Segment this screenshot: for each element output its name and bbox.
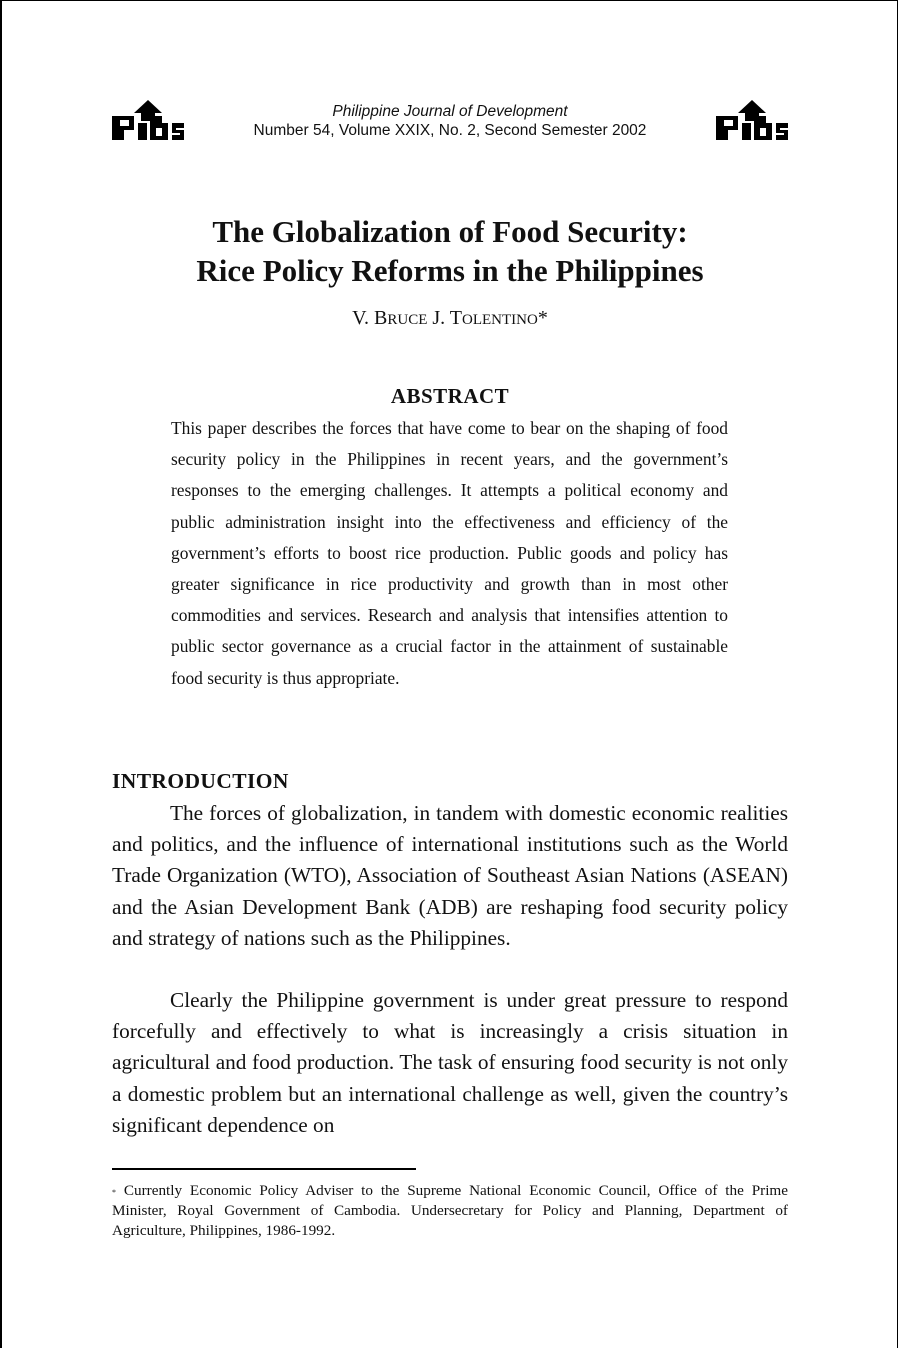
journal-header bbox=[0, 100, 900, 144]
journal-name: Philippine Journal of Development bbox=[332, 103, 568, 120]
abstract-heading: ABSTRACT bbox=[390, 384, 510, 408]
author-b-initial: B bbox=[374, 307, 388, 329]
paper-title bbox=[0, 212, 900, 290]
author-b-rest: RUCE bbox=[387, 312, 428, 328]
author-t-initial: T bbox=[449, 307, 463, 329]
footnote-mark: * bbox=[112, 1188, 116, 1197]
journal-issue: Number 54, Volume XXIX, No. 2, Second Semester 2002 bbox=[253, 122, 647, 139]
author-footnote-mark: * bbox=[537, 307, 548, 329]
journal-info bbox=[200, 102, 700, 140]
title-line-2: Rice Policy Reforms in the Philippines bbox=[196, 253, 704, 288]
author-name bbox=[0, 305, 900, 333]
pids-logo-right bbox=[714, 100, 790, 142]
pids-logo-left bbox=[110, 100, 186, 142]
title-line-1: The Globalization of Food Security: bbox=[212, 214, 688, 249]
logo-text: pids bbox=[110, 100, 112, 101]
author-first: V. bbox=[352, 307, 375, 329]
author-t-rest: OLENTINO bbox=[462, 312, 538, 328]
footnote-divider bbox=[112, 1168, 416, 1170]
footnote bbox=[112, 1181, 788, 1241]
introduction-paragraph-1: The forces of globalization, in tandem with domestic economic realities and politics, and the influence of international institutions such as the World Trade Organization (WTO), Association of Southeast Asian Nations (ASEAN) and the Asian Development Bank (ADB) are reshaping food security policy and strategy of nations such as the Philippines. bbox=[112, 801, 788, 950]
introduction-paragraph-2: Clearly the Philippine government is under great pressure to respond forcefully and effectively to what is increasingly a crisis situation in agricultural and food production. The task of ensuring food security is not only a domestic problem but an international challenge as well, given the country’s significant dependence on bbox=[112, 988, 788, 1137]
author-middle: J. bbox=[427, 307, 450, 329]
footnote-text: Currently Economic Policy Adviser to the Supreme National Economic Council, Office of the Prime Minister, Royal Government of Cambodia. Undersecretary for Policy and Planning, Department of Agriculture, Philippines, 1986-1992. bbox=[112, 1182, 788, 1239]
introduction-heading: INTRODUCTION bbox=[112, 769, 289, 793]
abstract-text: This paper describes the forces that have come to bear on the shaping of food security policy in the Philippines in recent years, and the government’s responses to the emerging challenges. It attempts a political economy and public administration insight into the effectiveness and efficiency of the government’s efforts to boost rice production. Public goods and policy has greater significance in rice productivity and growth than in most other commodities and services. Research and analysis that intensifies attention to public sector governance as a crucial factor in the attainment of sustainable food security is thus appropriate. bbox=[171, 418, 728, 688]
